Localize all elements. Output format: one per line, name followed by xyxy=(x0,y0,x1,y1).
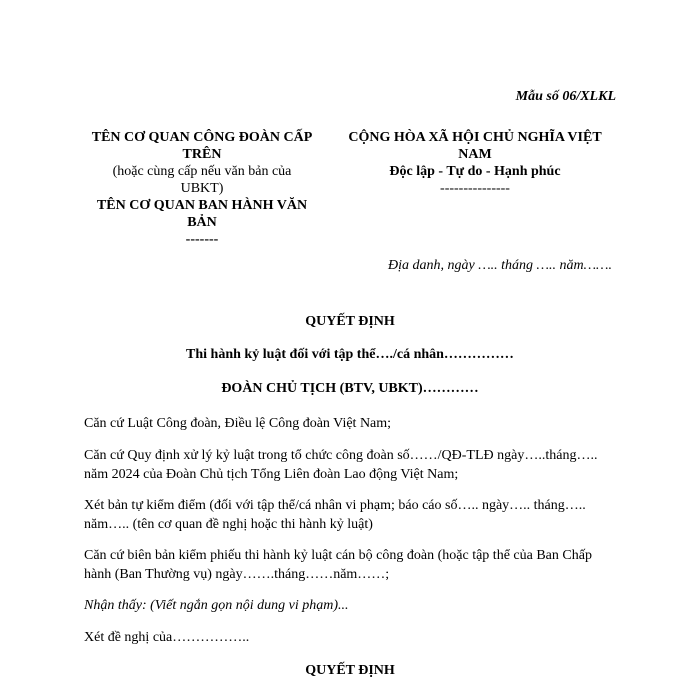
place-date-line: Địa danh, ngày ….. tháng ….. năm……. xyxy=(387,258,612,273)
issuer-name-line2: BẢN xyxy=(187,215,217,230)
national-header xyxy=(326,129,624,197)
parent-union-note-line1: (hoặc cùng cấp nếu văn bản của xyxy=(112,164,292,179)
issuer-name-line1: TÊN CƠ QUAN BAN HÀNH VĂN xyxy=(96,198,308,213)
left-header-divider: ------- xyxy=(185,232,219,247)
legal-basis-paragraph-1: Căn cứ Luật Công đoàn, Điều lệ Công đoàn Việt Nam; xyxy=(84,416,392,431)
self-review-paragraph: Xét bản tự kiểm điểm (đối với tập thể/cá nhân vi phạm; báo cáo số….. ngày….. tháng….. năm….. (tên cơ quan đề nghị hoặc thi hành kỷ luật) xyxy=(84,498,586,532)
national-title-line1: CỘNG HÒA XÃ HỘI CHỦ NGHĨA VIỆT xyxy=(348,130,602,145)
parent-union-name-line2: TRÊN xyxy=(182,147,222,162)
parent-union-note-line2: UBKT) xyxy=(180,181,224,196)
national-title-line2: NAM xyxy=(458,147,492,162)
parent-union-name-line1: TÊN CƠ QUAN CÔNG ĐOÀN CẤP xyxy=(91,130,313,145)
right-header-divider: --------------- xyxy=(440,181,510,196)
decision-heading: QUYẾT ĐỊNH xyxy=(305,663,395,678)
proposal-paragraph: Xét đề nghị của…………….. xyxy=(84,630,250,645)
document-subtitle: Thi hành kỷ luật đối với tập thể…./cá nhân…………… xyxy=(186,347,514,362)
document-title: QUYẾT ĐỊNH xyxy=(305,314,395,329)
issuing-agency-header xyxy=(78,129,326,248)
authority-heading: ĐOÀN CHỦ TỊCH (BTV, UBKT)………… xyxy=(221,381,479,396)
vote-record-paragraph: Căn cứ biên bản kiểm phiếu thi hành kỷ luật cán bộ công đoàn (hoặc tập thể của Ban Chấp hành (Ban Thường vụ) ngày…….tháng……năm……; xyxy=(84,548,592,582)
legal-basis-paragraph-2: Căn cứ Quy định xử lý kỷ luật trong tổ chức công đoàn số……/QĐ-TLĐ ngày…..tháng….. năm 2024 của Đoàn Chủ tịch Tổng Liên đoàn Lao động Việt Nam; xyxy=(84,448,598,482)
finding-paragraph: Nhận thấy: (Viết ngắn gọn nội dung vi phạm)... xyxy=(84,598,349,613)
form-code: Mẫu số 06/XLKL xyxy=(515,89,616,104)
national-motto: Độc lập - Tự do - Hạnh phúc xyxy=(389,164,561,179)
